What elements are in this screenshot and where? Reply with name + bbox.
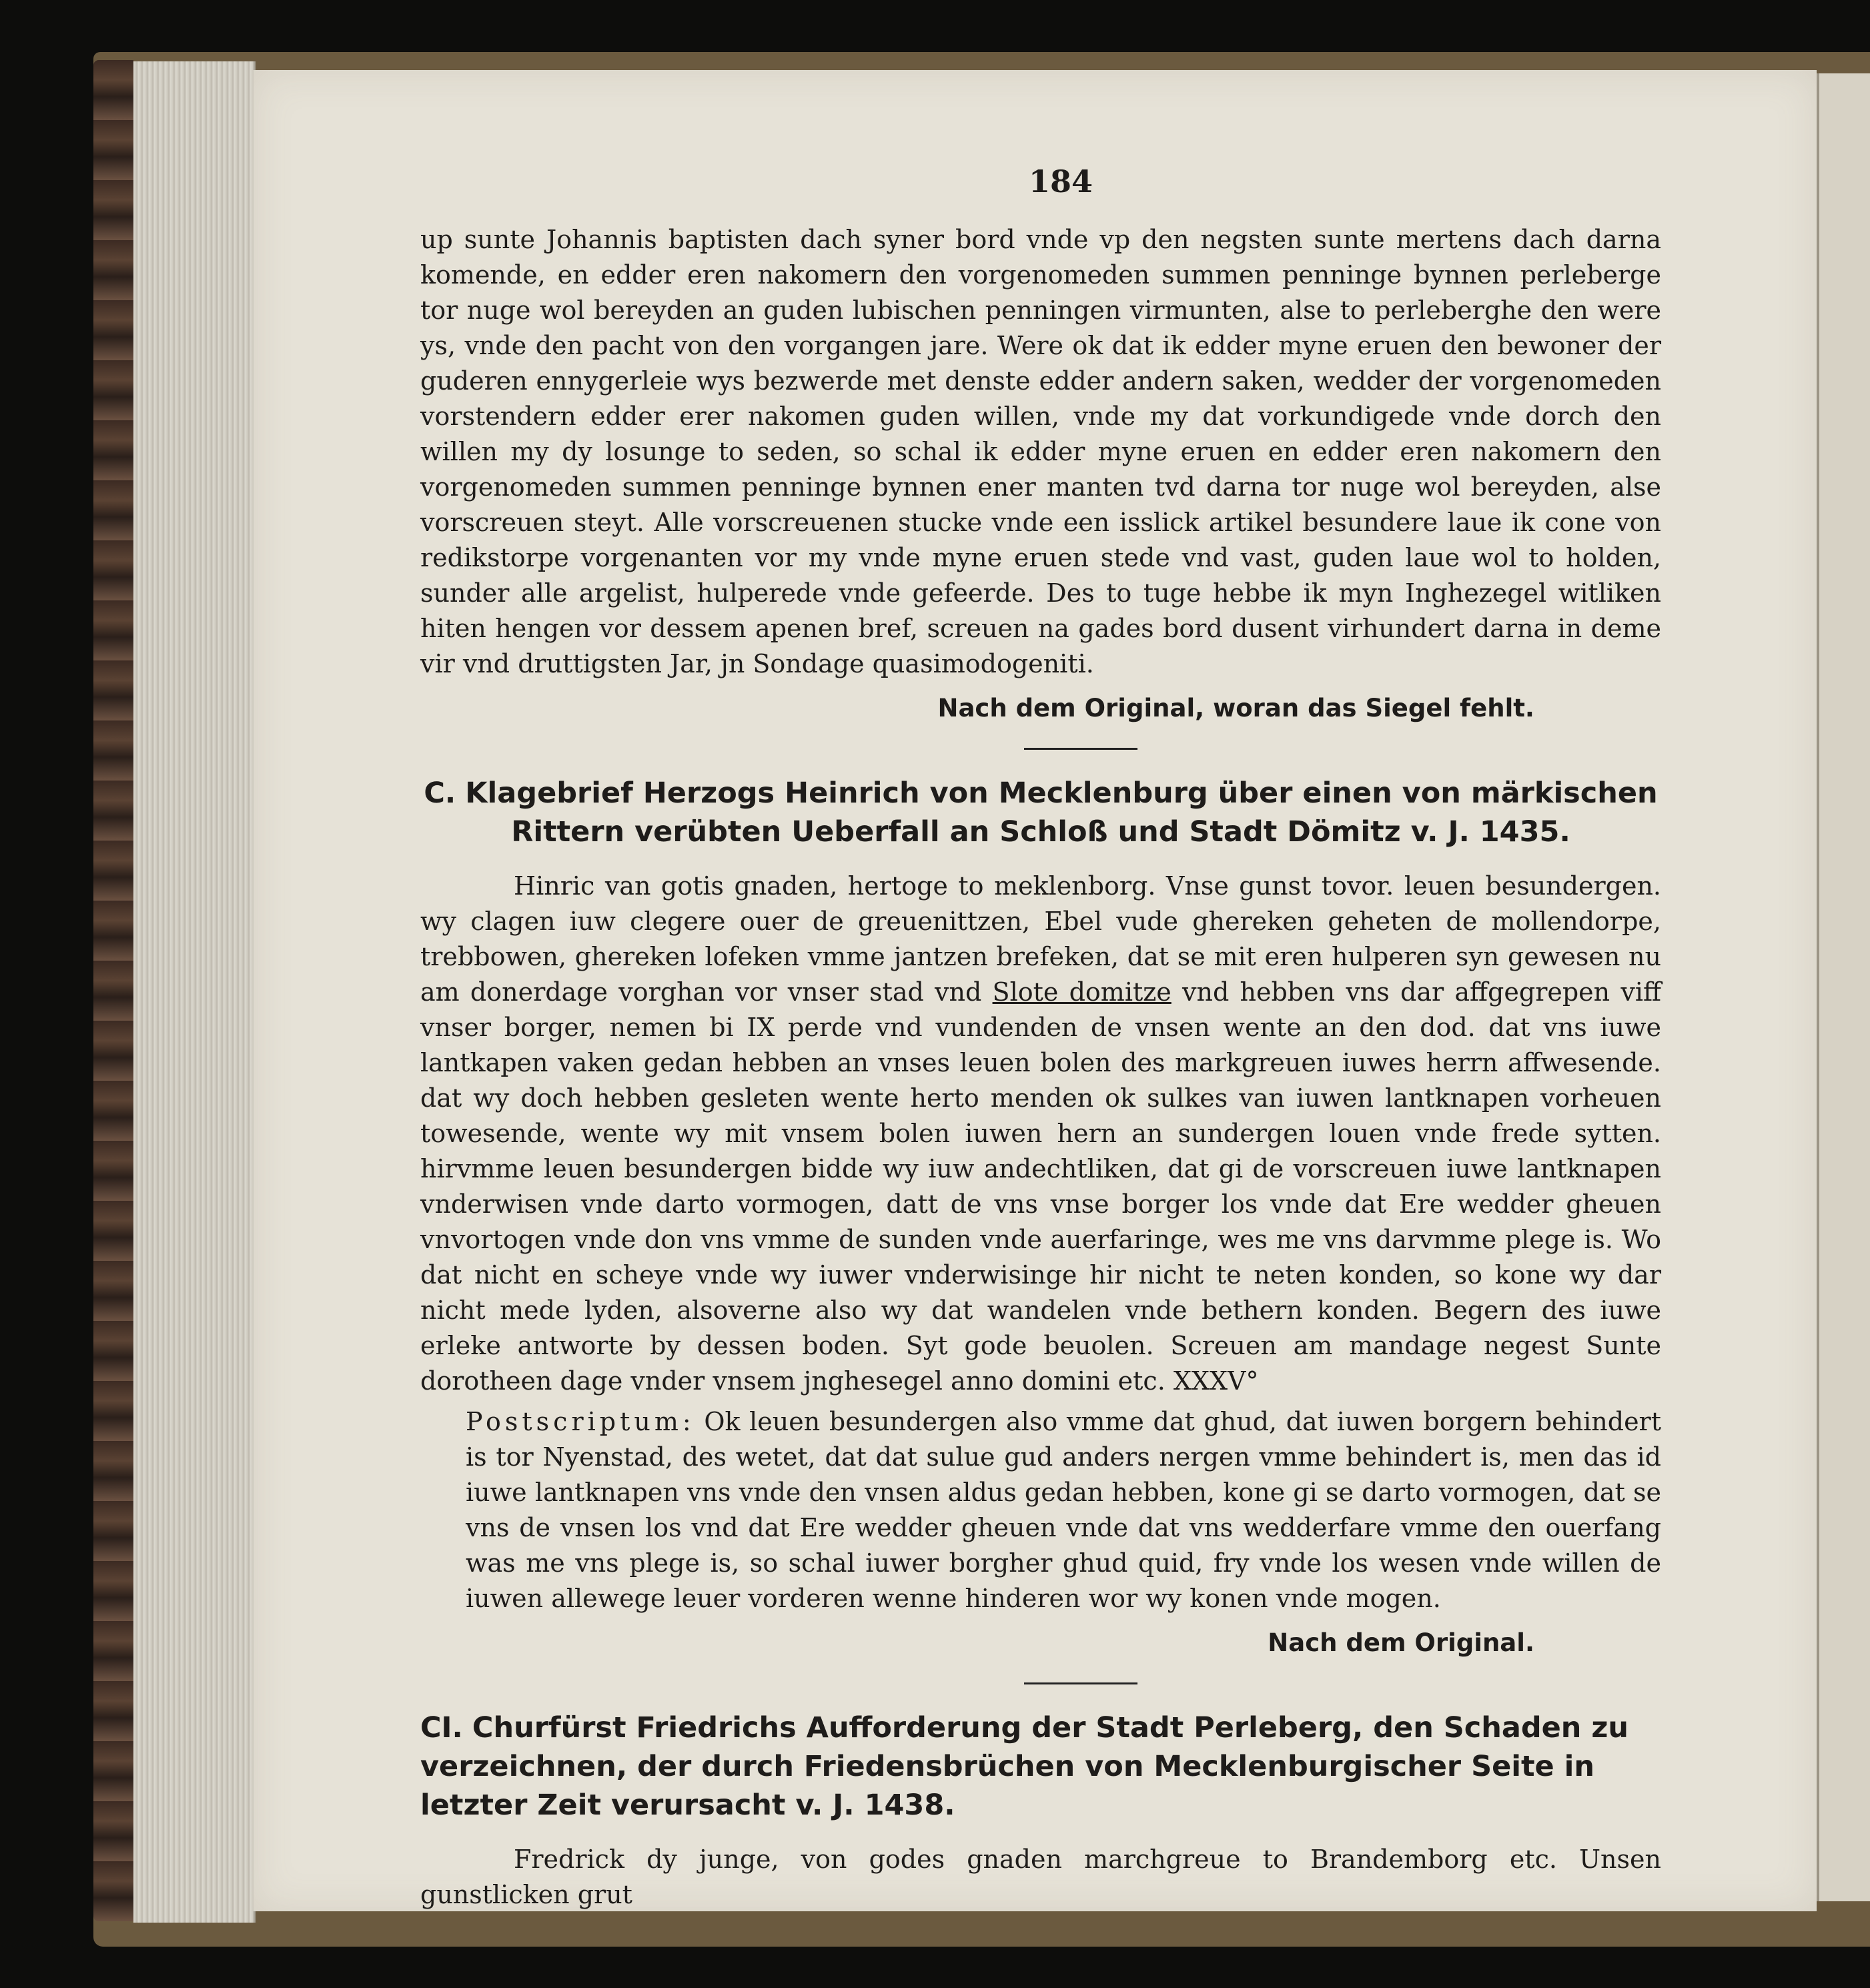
page-edges [133,61,256,1923]
postscript-text: Ok leuen besundergen also vmme dat ghud, dat iuwen borgern behindert is tor Nyenstad, des wetet, dat dat sulue gud anders nergen vmme behindert is, men das id iuwe lantknapen vns vnde den vnsen aldus gedan hebben, kone gi se darto vormogen, dat se vns de vnsen los vnd dat Ere wedder gheuen vnde dat vns wedderfare vmme den ouerfang was me vns plege is, so schal iuwer borgher ghud quid, fry vnde los wesen vnde willen de iuwen allewege leuer vorderen wenne hinderen wor wy konen vnde mogen. [466,1407,1661,1613]
section-number-ci: CI. [420,1711,463,1745]
underlined-text: Slote domitze [992,977,1172,1007]
book-spine [93,60,133,1921]
document-page [254,70,1817,1911]
page-content [420,163,1661,1913]
letter-body [420,869,1661,1399]
section-heading-c [420,774,1661,851]
source-note-c: Nach dem Original. [1268,1628,1534,1657]
page-number: 184 [1028,163,1093,199]
letter-text-part2: vnd hebben vns dar affgegrepen viff vnser borger, nemen bi IX perde vnd vundenden de vnsen wente an den dod. dat vns iuwe lantkapen vaken gedan hebben an vnses leuen bolen des markgreuen iuwes herrn affwesende. dat wy doch hebben gesleten wente herto menden ok sulkes van iuwen lantknapen vorheuen towesende, wente wy mit vnsem bolen iuwen hern an sundergen louen vnde frede sytten. hirvmme leuen besundergen bidde wy iuw andechtliken, dat gi de vorscreuen iuwe lantknapen vnderwisen vnde darto vormogen, datt de vns vnse borger los vnde dat Ere wedder gheuen vnvortogen vnde don vns vmme de sunden vnde auerfaringe, wes me vns darvmme plege is. Wo dat nicht en scheye vnde wy iuwer vnderwisinge hir nicht te neten konden, so kone wy dar nicht mede lyden, alsoverne also wy dat wandelen vnde bethern konden. Begern des iuwe erleke antworte by dessen boden. Syt gode beuolen. Screuen am mandage negest Sunte dorotheen dage vnder vnsem jnghesegel anno domini etc. XXXV° [420,977,1661,1396]
letter-text-part1: Hinric van gotis gnaden, hertoge to meklenborg. Vnse gunst tovor. leuen besundergen. wy clagen iuw clegere ouer de greuenittzen, Ebel vude ghereken geheten de mollendorpe, trebbowen, ghereken lofeken vmme jantzen brefeken, dat se mit eren hulperen syn gewesen nu am donerdage vorghan vor vnser stad vnd [420,871,1661,1007]
adjacent-page-edge [1817,73,1870,1901]
section-title-ci: Churfürst Friedrichs Aufforderung der Stadt Perleberg, den Schaden zu verzeichnen, der durch Friedensbrüchen von Mecklenburgischer Seite in letzter Zeit verursacht v. J. 1438. [420,1711,1629,1822]
section-title: Klagebrief Herzogs Heinrich von Mecklenburg über einen von märkischen Rittern verübten Ueberfall an Schloß und Stadt Dömitz v. J. 1435. [465,777,1658,849]
section-number: C. [424,777,456,810]
section-divider [1024,748,1137,750]
section-divider-2 [1024,1682,1137,1684]
postscript-label: Postscriptum: [466,1407,695,1436]
postscript [466,1404,1661,1616]
source-note: Nach dem Original, woran das Siegel fehlt. [937,694,1534,722]
continued-paragraph: up sunte Johannis baptisten dach syner bord vnde vp den negsten sunte mertens dach darna komende, en edder eren nakomern den vorgenomeden summen penninge bynnen perleberge tor nuge wol bereyden an guden lubischen penningen virmunten, alse to perleberghe den were ys, vnde den pacht von den vorgangen jare. Were ok dat ik edder myne eruen den bewoner der guderen ennygerleie wys bezwerde met denste edder andern saken, wedder der vorgenomeden vorstendern edder erer nakomen guden willen, vnde my dat vorkundigede vnde dorch den willen my dy losunge to seden, so schal ik edder myne eruen en edder eren nakomern den vorgenomeden summen penninge bynnen ener manten tvd darna tor nuge wol bereyden, alse vorscreuen steyt. Alle vorscreuenen stucke vnde een isslick artikel besundere laue ik cone von redikstorpe vorgenanten vor my vnde myne eruen stede vnd vast, guden laue wol to holden, sunder alle argelist, hulperede vnde gefeerde. Des to tuge hebbe ik myn Inghezegel witliken hiten hengen vor dessem apenen bref, screuen na gades bord dusent virhundert darna in deme vir vnd druttigsten Jar, jn Sondage quasimodogeniti. [420,225,1661,678]
section-heading-ci [420,1708,1661,1825]
letter-body-ci: Fredrick dy junge, von godes gnaden marchgreue to Brandemborg etc. Unsen gunstlicken grut [420,1845,1661,1909]
